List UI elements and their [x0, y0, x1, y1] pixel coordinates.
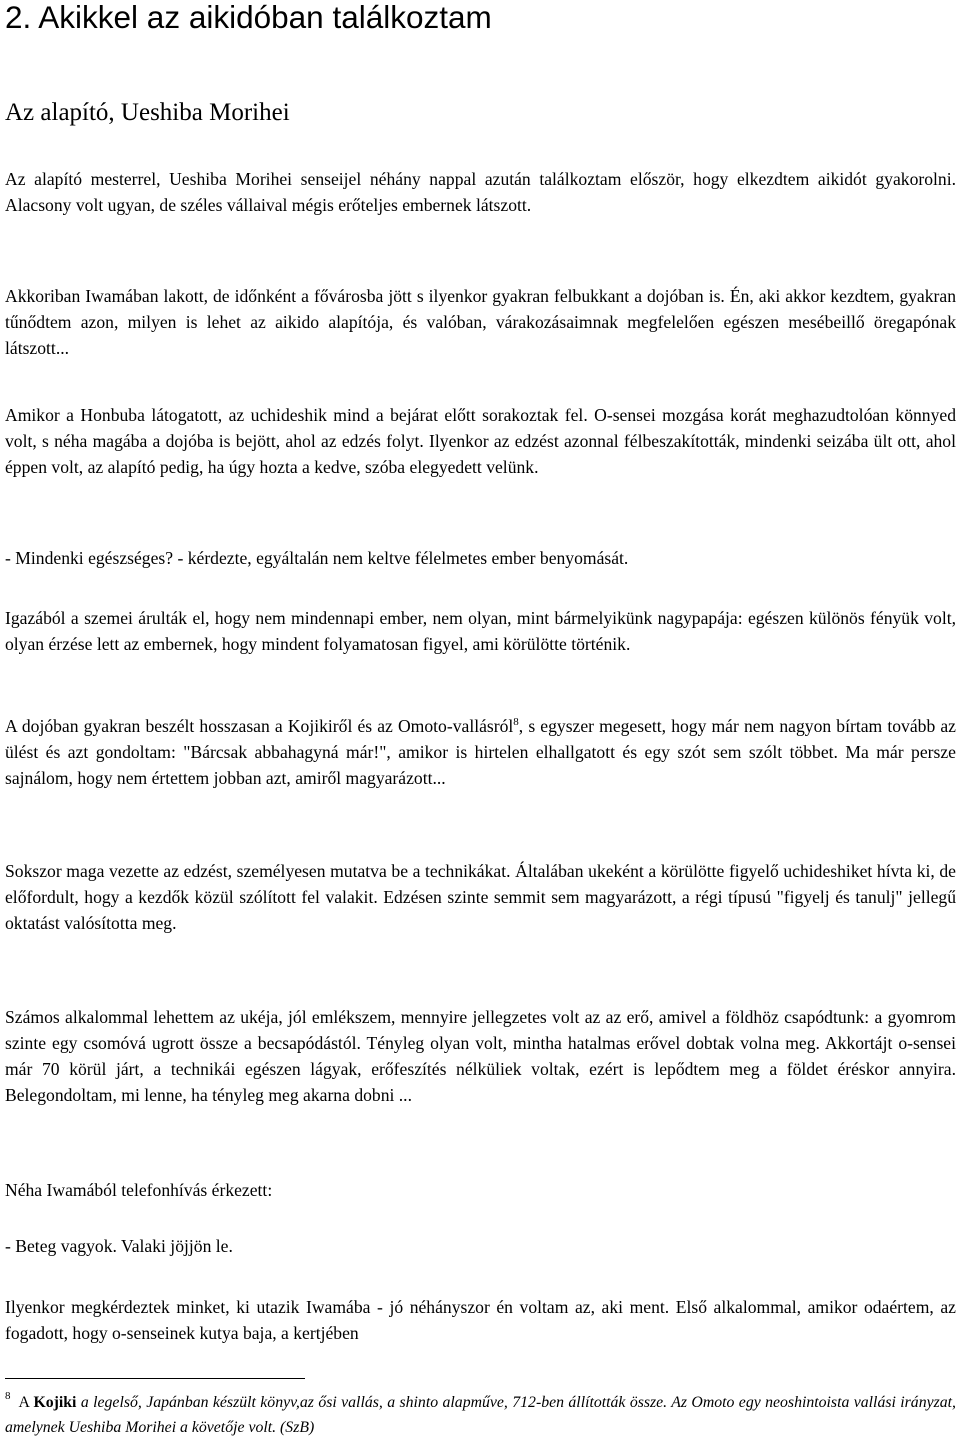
footnote-divider	[5, 1378, 305, 1379]
paragraph-8: Számos alkalommal lehettem az ukéja, jól emlékszem, mennyire jellegzetes volt az az erő, amivel a földhöz csapódtunk: a gyomrom szinte egy csomóvá ugrott össze a becsapódástól. Tényleg olyan volt, mintha hatalmas erővel dobtak volna meg. Akkortájt o-sensei már 70 körül járt, a technikái egészen lágyak, erőfeszítés nélküliek voltak, ezért is lepődtem meg a földet éréskor annyira. Belegondoltam, mi lenne, ha tényleg meg akarna dobni ...	[5, 1007, 956, 1106]
chapter-title: 2. Akikkel az aikidóban találkoztam	[5, 0, 492, 35]
footnote-number: 8	[5, 1390, 11, 1402]
footnote-term: Kojiki	[33, 1394, 77, 1411]
paragraph-6-start: A dojóban gyakran beszélt hosszasan a Kojikiről és az Omoto-vallásról	[5, 716, 514, 736]
paragraph-2: Akkoriban Iwamában lakott, de időnként a fővárosba jött s ilyenkor gyakran felbukkant a dojóban is. Én, aki akkor kezdtem, gyakran tűnődtem azon, milyen is lehet az aikido alapítója, és valóban, várakozásaimnak megfelelően egészen mesébeillő öregapónak látszott...	[5, 286, 956, 359]
paragraph-6-end: , s egyszer megesett, hogy már nem nagyon bírtam tovább az ülést és azt gondoltam: "Bárcsak abbahagyná már!", amikor is hirtelen elhallgatott és egy szót sem szólt többet. Ma már persze sajnálom, hogy nem értettem jobban azt, amiről magyarázott...	[5, 716, 956, 789]
paragraph-7: Sokszor maga vezette az edzést, személyesen mutatva be a technikákat. Általában ukeként a körülötte figyelő uchideshiket hívta ki, de előfordult, hogy a kezdők közül szólított fel valakit. Edzésen szinte semmit sem magyarázott, a régi típusú "figyelj és tanulj" jellegű oktatást valósította meg.	[5, 861, 956, 934]
section-title: Az alapító, Ueshiba Morihei	[5, 99, 290, 126]
footnote	[5, 1390, 956, 1440]
footnote-text: a legelső, Japánban készült könyv,az ősi vallás, a shinto alapműve, 712-ben állították össze. Az Omoto egy neoshintoista vallási irányzat, amelynek Ueshiba Morihei a követője volt. (SzB)	[5, 1394, 956, 1436]
paragraph-9: Néha Iwamából telefonhívás érkezett:	[5, 1180, 273, 1200]
paragraph-5: Igazából a szemei árulták el, hogy nem mindennapi ember, nem olyan, mint bármelyikünk nagypapája: egészen különös fényük volt, olyan érzése lett az embernek, hogy mindent folyamatosan figyel, ami körülötte történik.	[5, 608, 956, 655]
paragraph-11: Ilyenkor megkérdeztek minket, ki utazik Iwamába - jó néhányszor én voltam az, aki ment. Első alkalommal, amikor odaértem, az fogadott, hogy o-senseinek kutya baja, a kertjében	[5, 1297, 956, 1344]
paragraph-1: Az alapító mesterrel, Ueshiba Morihei senseijel néhány nappal azután találkoztam először, hogy elkezdtem aikidót gyakorolni. Alacsony volt ugyan, de széles vállaival mégis erőteljes embernek látszott.	[5, 169, 956, 216]
paragraph-10: - Beteg vagyok. Valaki jöjjön le.	[5, 1236, 233, 1256]
footnote-lead: A	[18, 1394, 30, 1411]
footnote-reference: 8	[513, 716, 519, 728]
paragraph-6	[5, 713, 956, 791]
paragraph-4: - Mindenki egészséges? - kérdezte, egyáltalán nem keltve félelmetes ember benyomását.	[5, 548, 629, 568]
paragraph-3: Amikor a Honbuba látogatott, az uchideshik mind a bejárat előtt sorakoztak fel. O-sensei mozgása korát meghazudtolóan könnyed volt, s néha magába a dojóba is bejött, ahol az edzés folyt. Ilyenkor az edzést azonnal félbeszakították, mindenki seizába ült ott, ahol éppen volt, az alapító pedig, ha úgy hozta a kedve, szóba elegyedett velünk.	[5, 405, 956, 478]
